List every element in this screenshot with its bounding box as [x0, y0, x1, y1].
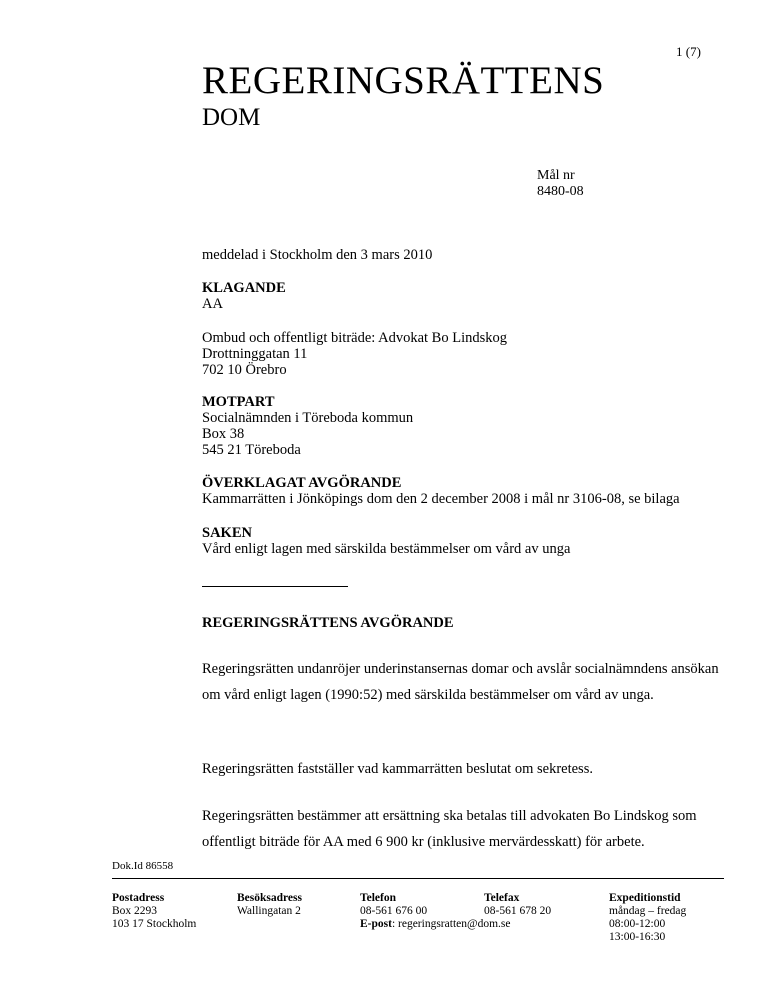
motpart-heading: MOTPART [202, 394, 275, 410]
document-type: DOM [202, 104, 261, 131]
epost-line [360, 918, 510, 931]
issued-line: meddelad i Stockholm den 3 mars 2010 [202, 247, 433, 263]
case-number-block [537, 168, 584, 200]
footer-besoksadress [237, 892, 302, 918]
court-title: REGERINGSRÄTTENS [202, 59, 605, 102]
document-id: Dok.Id 86558 [112, 860, 174, 872]
footer-telefax [484, 892, 551, 918]
overklagat-heading: ÖVERKLAGAT AVGÖRANDE [202, 475, 402, 491]
epost-value: : regeringsratten@dom.se [391, 918, 511, 930]
telefon-value: 08-561 676 00 [360, 905, 428, 917]
postadress-box: Box 2293 [112, 905, 158, 917]
avgorande-paragraph-1: Regeringsrätten undanröjer underinstansernas domar och avslår socialnämndens ansökan om vård enligt lagen (1990:52) med särskilda bestämmelser om vård av unga. [202, 661, 719, 703]
case-number-label: Mål nr [537, 168, 575, 183]
telefon-label: Telefon [360, 892, 396, 904]
avgorande-paragraph-3: Regeringsrätten bestämmer att ersättning ska betalas till advokaten Bo Lindskog som offentligt biträde för AA med 6 900 kr (inklusive mervärdesskatt) för arbete. [202, 808, 697, 850]
motpart-box: Box 38 [202, 426, 245, 442]
klagande-section [202, 280, 286, 312]
avgorande-heading: REGERINGSRÄTTENS AVGÖRANDE [202, 615, 454, 631]
telefax-label: Telefax [484, 892, 520, 904]
ombud-line: Ombud och offentligt biträde: Advokat Bo Lindskog [202, 330, 508, 346]
telefax-value: 08-561 678 20 [484, 905, 552, 917]
case-number: 8480-08 [537, 184, 584, 199]
overklagat-section [202, 475, 680, 507]
saken-text: Vård enligt lagen med särskilda bestämmelser om vård av unga [202, 541, 571, 557]
klagande-name: AA [202, 296, 223, 312]
motpart-name: Socialnämnden i Töreboda kommun [202, 410, 414, 426]
page-number: 1 (7) [676, 44, 701, 59]
footer-expeditionstid [609, 892, 686, 944]
motpart-section [202, 394, 413, 458]
besoksadress-street: Wallingatan 2 [237, 905, 301, 917]
ombud-city: 702 10 Örebro [202, 362, 287, 378]
expeditionstid-afternoon: 13:00-16:30 [609, 931, 666, 943]
footer-postadress [112, 892, 196, 931]
saken-heading: SAKEN [202, 525, 252, 541]
postadress-label: Postadress [112, 892, 165, 904]
saken-section [202, 525, 570, 557]
avgorande-paragraph-2: Regeringsrätten fastställer vad kammarrätten beslutat om sekretess. [202, 761, 593, 777]
besoksadress-label: Besöksadress [237, 892, 302, 904]
klagande-heading: KLAGANDE [202, 280, 286, 296]
expeditionstid-days: måndag – fredag [609, 905, 687, 917]
footer-divider [112, 878, 724, 879]
ombud-street: Drottninggatan 11 [202, 346, 308, 362]
epost-label: E-post [360, 918, 392, 930]
section-divider [202, 586, 348, 587]
ombud-section [202, 330, 507, 378]
expeditionstid-label: Expeditionstid [609, 892, 681, 904]
expeditionstid-morning: 08:00-12:00 [609, 918, 666, 930]
overklagat-text: Kammarrätten i Jönköpings dom den 2 december 2008 i mål nr 3106-08, se bilaga [202, 491, 680, 507]
postadress-city: 103 17 Stockholm [112, 918, 197, 930]
motpart-city: 545 21 Töreboda [202, 442, 301, 458]
